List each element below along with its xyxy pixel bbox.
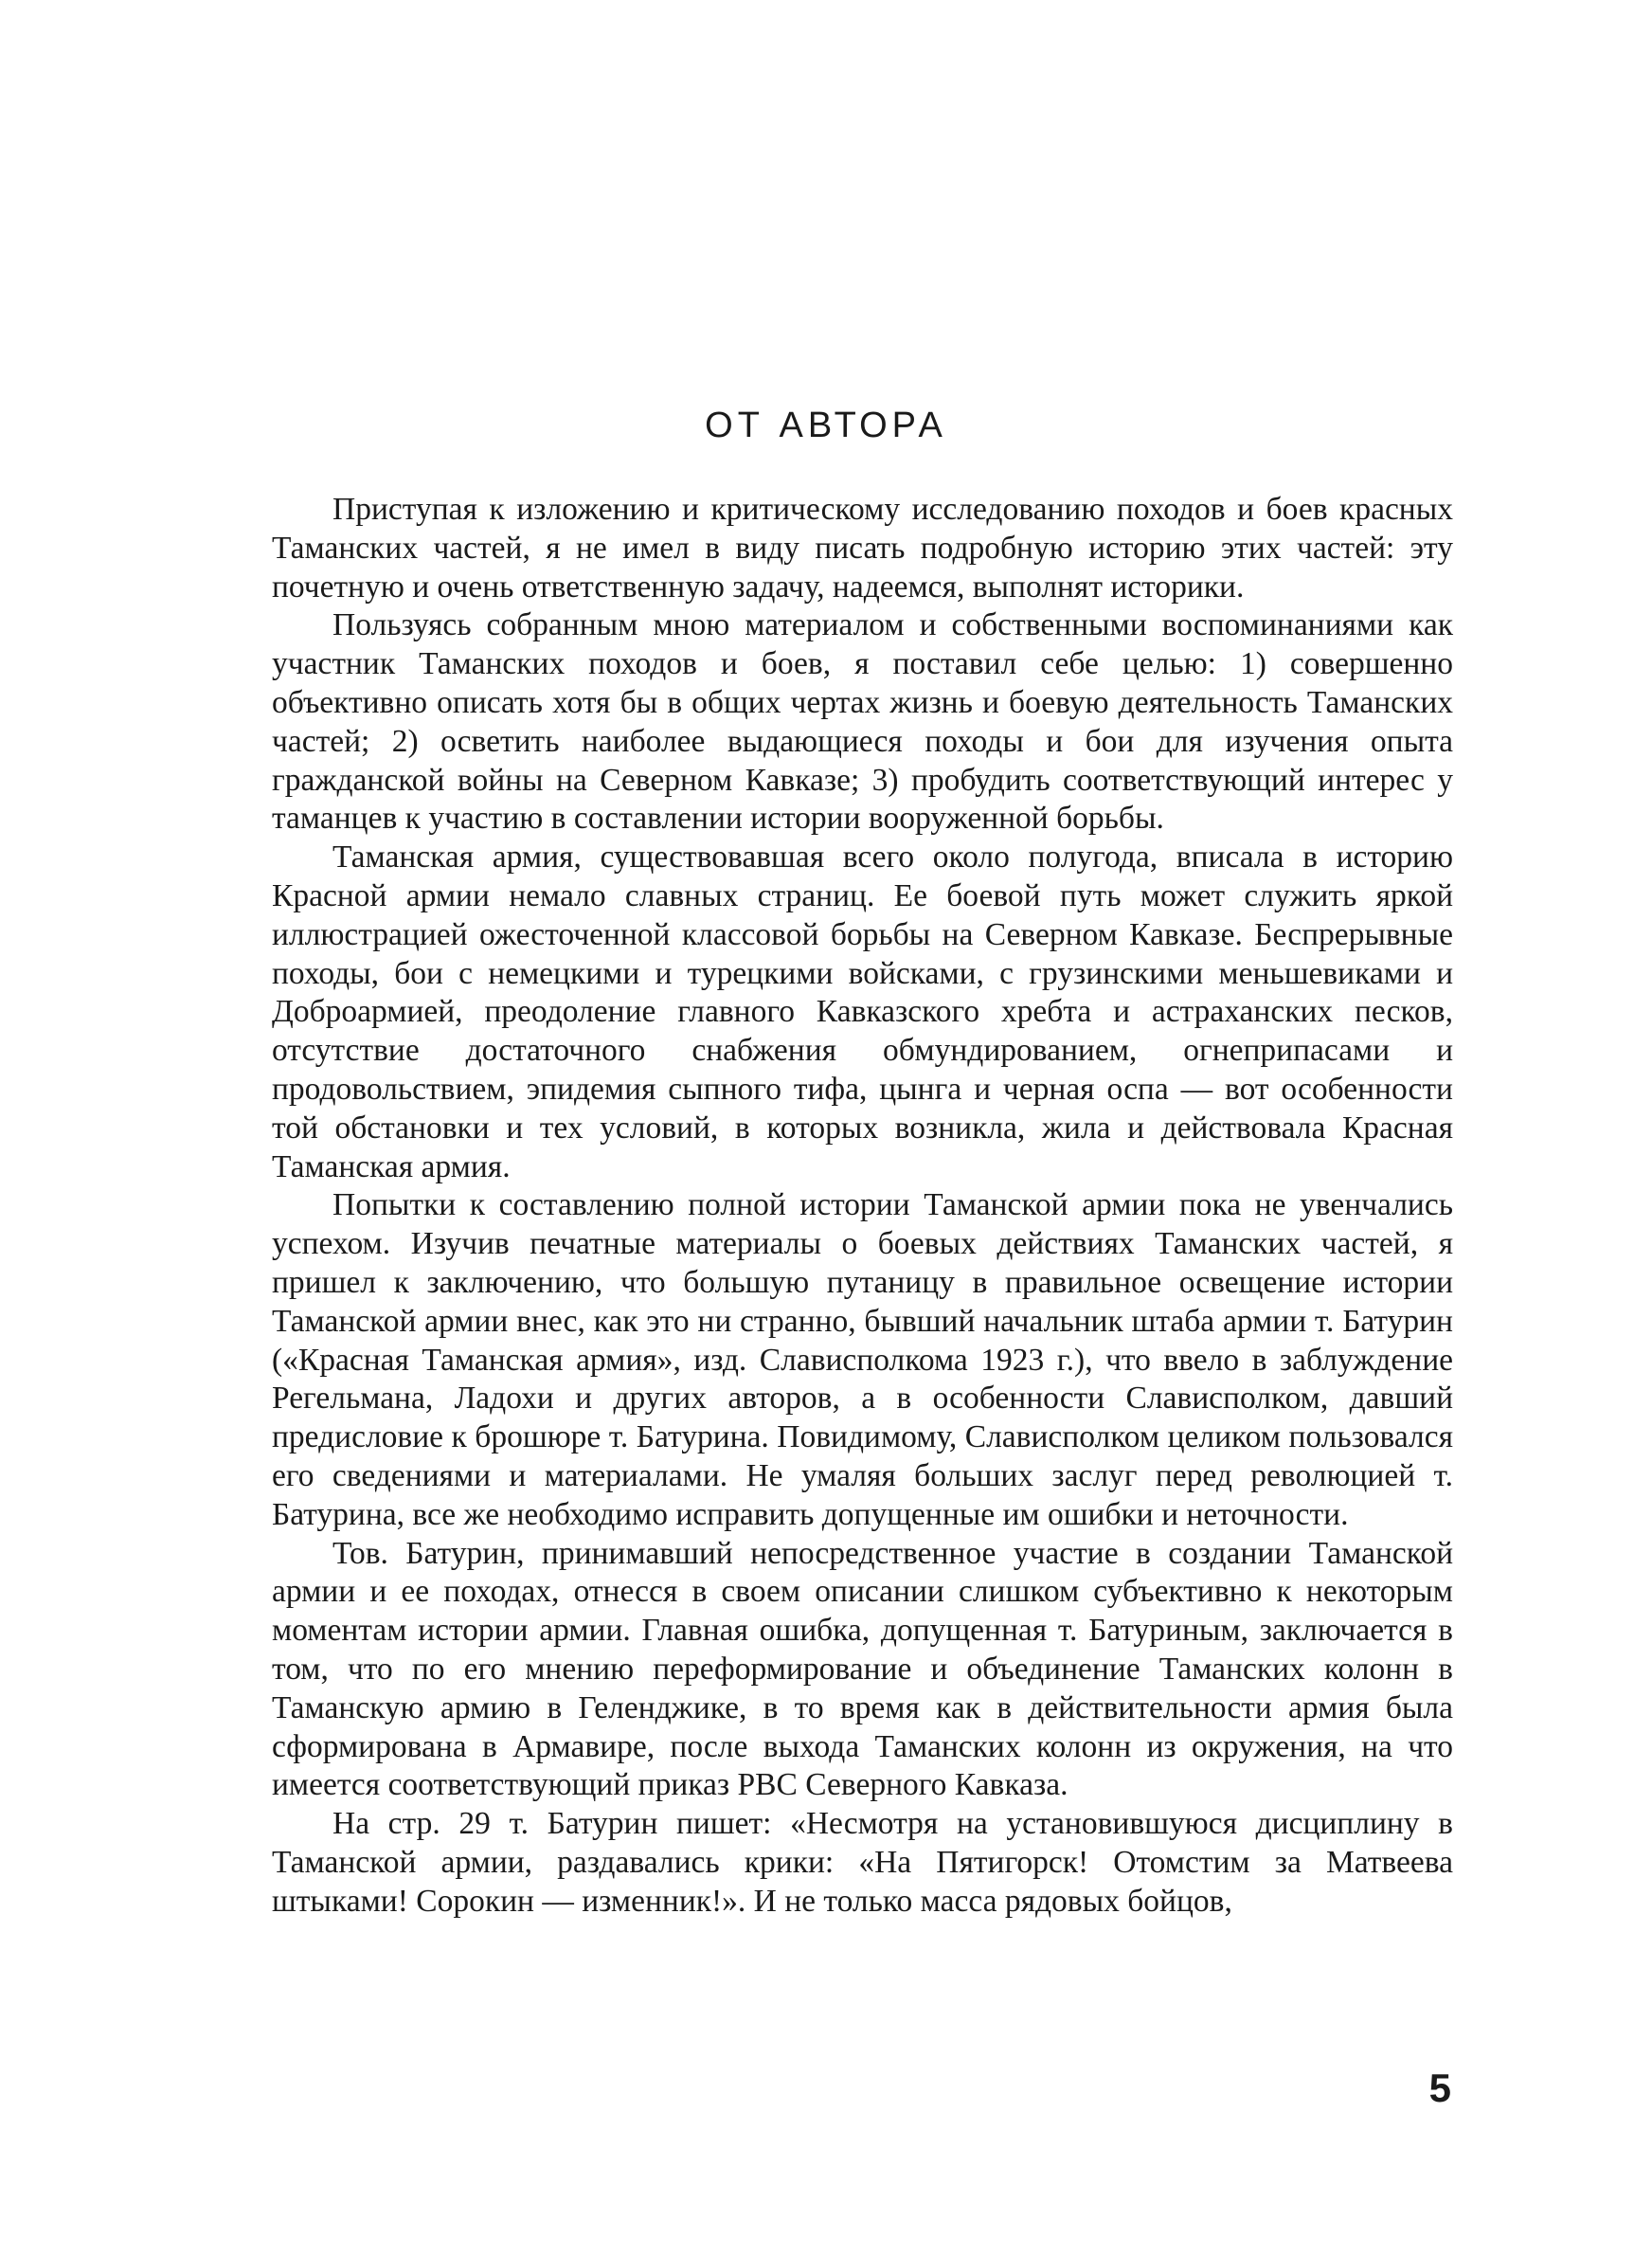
paragraph: Таманская армия, существовавшая всего около полугода, вписала в историю Красной армии немало славных страниц. Ее боевой путь может служить яркой иллюстрацией ожесточенной классовой борьбы на Северном Кавказе. Беспрерывные походы, бои с немецкими и турецкими войсками, с грузинскими меньшевиками и Доброармией, преодоление главного Кавказского хребта и астраханских песков, отсутствие достаточного снабжения обмундированием, огнеприпасами и продовольствием, эпидемия сыпного тифа, цынга и черная оспа — вот особенности той обстановки и тех условий, в которых возникла, жила и действовала Красная Таманская армия.: [272, 840, 1453, 1184]
paragraph: Приступая к изложению и критическому исследованию походов и боев красных Таманских частей, я не имел в виду писать подробную историю этих частей: эту почетную и очень ответственную задачу, надеемся, выполнят историки.: [272, 492, 1453, 605]
chapter-title: ОТ АВТОРА: [705, 406, 947, 445]
paragraph: На стр. 29 т. Батурин пишет: «Несмотря на установившуюся дисциплину в Таманской армии, раздавались крики: «На Пятигорск! Отомстим за Матвеева штыками! Сорокин — изменник!». И не только масса рядовых бойцов,: [272, 1806, 1453, 1919]
paragraph: Попытки к составлению полной истории Таманской армии пока не увенчались успехом. Изучив печатные материалы о боевых действиях Таманских частей, я пришел к заключению, что большую путаницу в правильное освещение истории Таманской армии внес, как это ни странно, бывший начальник штаба армии т. Батурин («Красная Таманская армия», изд. Слависполкома 1923 г.), что ввело в заблуждение Регельмана, Ладохи и других авторов, а в особенности Слависполком, давший предисловие к брошюре т. Батурина. Повидимому, Слависполком целиком пользовался его сведениями и материалами. Не умаляя больших заслуг перед революцией т. Батурина, все же необходимо исправить допущенные им ошибки и неточности.: [272, 1187, 1453, 1532]
page-number: 5: [1428, 2066, 1451, 2110]
body-text: [272, 491, 1453, 1921]
paragraph: Пользуясь собранным мною материалом и собственными воспоминаниями как участник Таманских походов и боев, я поставил себе целью: 1) совершенно объективно описать хотя бы в общих чертах жизнь и боевую деятельность Таманских частей; 2) осветить наиболее выдающиеся походы и бои для изучения опыта гражданской войны на Северном Кавказе; 3) пробудить соответствующий интерес у таманцев к участию в составлении истории вооруженной борьбы.: [272, 607, 1453, 837]
paragraph: Тов. Батурин, принимавший непосредственное участие в создании Таманской армии и ее походах, отнесся в своем описании слишком субъективно к некоторым моментам истории армии. Главная ошибка, допущенная т. Батуриным, заключается в том, что по его мнению переформирование и объединение Таманских колонн в Таманскую армию в Геленджике, в то время как в действительности армия была сформирована в Армавире, после выхода Таманских колонн из окружения, на что имеется соответствующий приказ РВС Северного Кавказа.: [272, 1535, 1453, 1803]
